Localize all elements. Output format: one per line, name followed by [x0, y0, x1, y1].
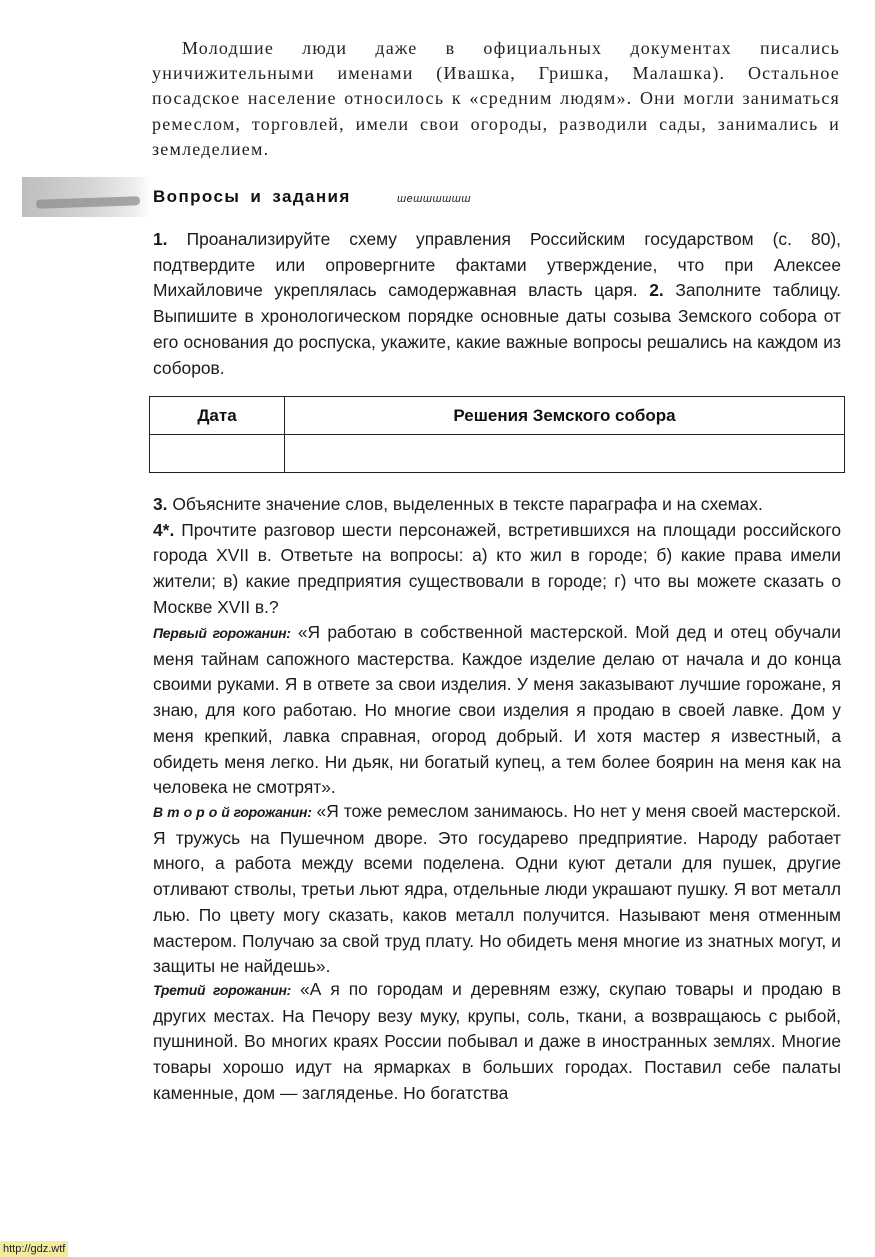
question-paragraph: [153, 492, 841, 518]
question-text: Объясните значение слов, выделенных в тексте параграфа и на схемах.: [167, 494, 763, 514]
dialogue-first-townsman: [153, 620, 841, 801]
section-heading-decoration: шешшшшшш: [397, 193, 472, 205]
question-text: Проанализируйте схему управления Российским государством (с. 80), подтвердите или опровергните фактами утверждение, что при Алексее Михайловиче укреплялась самодержавная власть царя.: [153, 229, 841, 301]
question-number: 3.: [153, 494, 168, 514]
intro-text: [152, 36, 840, 162]
question-text: Заполните таблицу. Выпишите в хронологическом порядке основные даты созыва Земского собора от его основания до роспуска, укажите, какие важные вопросы решались на каждом из соборов.: [153, 280, 841, 378]
intro-paragraph: Молодшие люди даже в официальных документах писались уничижительными именами (Ивашка, Гришка, Малашка). Остальное посадское население относилось к «средним людям». Они могли заниматься ремеслом, торговлей, имели свои огороды, разводили сады, занимались и земледелием.: [152, 38, 840, 159]
watermark-link[interactable]: http://gdz.wtf: [0, 1241, 68, 1257]
question-number: 1.: [153, 229, 168, 249]
table-cell-date: [150, 435, 285, 473]
dialogue-paragraph: [153, 620, 841, 801]
speaker-label: Третий горожанин:: [153, 982, 292, 998]
speaker-label: Первый горожанин:: [153, 625, 291, 641]
questions-3-4: [153, 492, 841, 621]
speaker-text: «А я по городам и деревням езжу, скупаю товары и продаю в других местах. На Печору везу муку, крупы, соль, ткани, а возвращаюсь с рыбой, пушниной. Во многих краях России побывал и даже в иностранных землях. Многие товары хорошо идут на ярмарках в больших городах. Поставил себе палаты каменные, дом — загляденье. Но богатства: [153, 979, 841, 1103]
brush-stroke-icon: [36, 196, 140, 209]
speaker-text: «Я работаю в собственной мастерской. Мой дед и отец обучали меня тайнам сапожного мастерства. Каждое изделие делаю от начала и до конца своими руками. Я в ответе за свои изделия. У меня заказывают лучшие горожане, я знаю, для кого работаю. Но многие свои изделия я продаю в своей лавке. Дом у меня крепкий, лавка справная, огород добрый. И хотя мастер я известный, а обидеть меня легко. Ни дьяк, ни богатый купец, а тем более боярин на меня как на человека не смотрят».: [153, 622, 841, 798]
question-number: 4*.: [153, 519, 175, 540]
dialogue-paragraph: [153, 977, 841, 1107]
section-marker-decoration: [22, 177, 152, 217]
question-number: 2.: [649, 280, 664, 301]
question-paragraph: [153, 227, 841, 381]
speaker-label: горожанин:: [229, 804, 312, 820]
section-heading: Вопросы и задания: [153, 187, 351, 206]
questions-1-2: [153, 227, 841, 381]
question-text: Прочтите разговор шести персонажей, встретившихся на площади российского города XVII в. Ответьте на вопросы: а) кто жил в городе; б) какие права имели жители; в) какие предприятия существовали в городе; г) что вы можете сказать о Москве XVII в.?: [153, 519, 841, 617]
dialogue-second-townsman: [153, 799, 841, 980]
column-header-date: Дата: [150, 397, 285, 435]
table-row: [150, 435, 845, 473]
dialogue-third-townsman: [153, 977, 841, 1107]
question-paragraph: [153, 518, 841, 621]
speaker-label-spaced: В т о р о й: [153, 804, 230, 820]
zemsky-sobor-table: [149, 396, 845, 473]
speaker-text: «Я тоже ремеслом занимаюсь. Но нет у меня своей мастерской. Я тружусь на Пушечном дворе. Это государево предприятие. Народу работает много, а работа между всеми поделена. Одни куют детали для пушек, другие отливают стволы, третьи льют ядра, отдельные люди украшают пушку. Я вот металл лью. По цвету могу сказать, каков металл получится. Называют меня отменным мастером. Получаю за свой труд плату. Но обидеть меня многие из знатных могут, и защиты не найдешь».: [153, 801, 841, 977]
column-header-decisions: Решения Земского собора: [285, 397, 845, 435]
dialogue-paragraph: [153, 799, 841, 980]
table-header-row: [150, 397, 845, 435]
table-cell-decisions: [285, 435, 845, 473]
